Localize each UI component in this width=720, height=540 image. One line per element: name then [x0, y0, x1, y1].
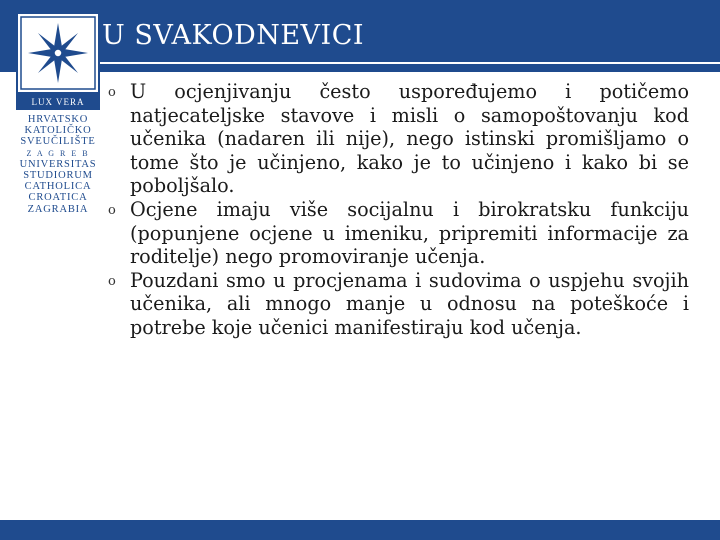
title-underline [100, 62, 720, 64]
bullet-text: Pouzdani smo u procjenama i sudovima o uspjehu svojih učenika, ali mnogo manje u odnosu na poteškoće i potrebe koje učenici manifestiraju kod učenja. [130, 268, 689, 339]
university-name-line: STUDIORUM [23, 170, 93, 182]
bottom-bar [0, 520, 720, 540]
bullet-text: Ocjene imaju više socijalnu i birokratsku funkciju (popunjene ocjene u imeniku, pripremiti informacije za roditelje) nego promoviranje učenja. [130, 197, 689, 269]
university-logo [16, 12, 100, 94]
university-name-line: UNIVERSITAS [19, 158, 97, 170]
university-name-line: SVEUČILIŠTE [20, 136, 96, 148]
bullet-list [105, 80, 689, 340]
bullet-item [105, 80, 689, 198]
slide-title: U SVAKODNEVICI [102, 20, 365, 51]
university-name-line: CATHOLICA [24, 181, 92, 193]
bullet-marker: o [108, 85, 116, 100]
university-name-line: HRVATSKO [27, 114, 89, 125]
university-name-line: ZAGRABIA [27, 203, 89, 215]
logo-motto: LUX VERA [16, 94, 100, 110]
university-name [16, 114, 100, 215]
bullet-text: U ocjenjivanju često uspoređujemo i potičemo natjecateljske stavove i misli o samopoštovanju kod učenika (nadaren ili nije), nego istinski promišljamo o tome što je učinjeno, kako je to učinjeno i kako bi se poboljšalo. [130, 80, 689, 198]
star-emblem-icon [18, 14, 98, 92]
bullet-item [105, 198, 689, 269]
university-name-line: Z A G R E B [26, 148, 90, 158]
bullet-marker: o [108, 202, 116, 218]
university-name-line: CROATICA [28, 192, 88, 204]
bullet-marker: o [108, 273, 116, 289]
university-name-line: KATOLIČKO [24, 125, 92, 137]
bullet-item [105, 269, 689, 340]
